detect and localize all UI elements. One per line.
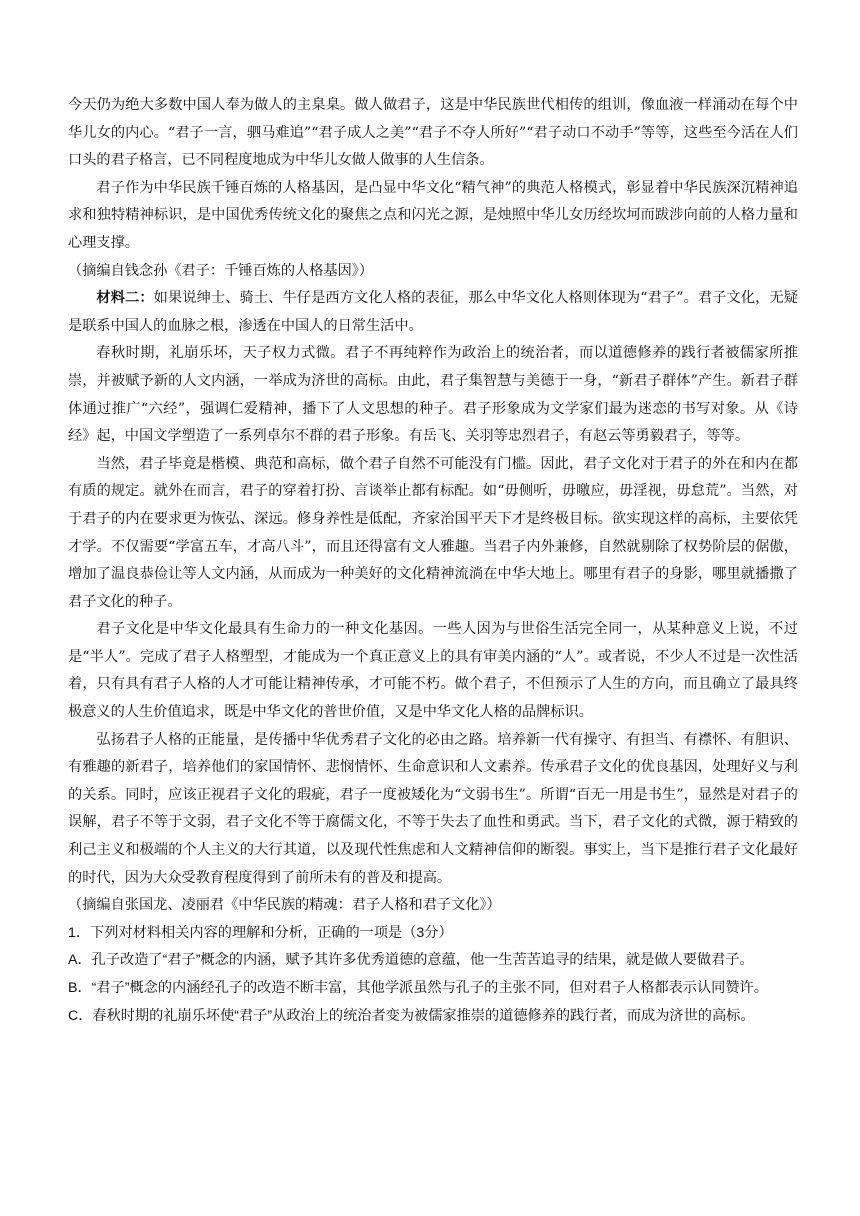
material2-source: （摘编自张国龙、凌丽君《中华民族的精魂：君子人格和君子文化》） xyxy=(68,897,501,914)
material2-paragraph-4: 君子文化是中华文化最具有生命力的一种文化基因。一些人因为与世俗生活完全同一，从某种意义上说，不过是“半人”。完成了君子人格塑型，才能成为一个真正意义上的具有审美内涵的“人”。或者说，不少人不过是一次性活着，只有具有君子人格的人才可能让精神传承，才可能不朽。做个君子，不但预示了人生的方向，而且确立了最具终极意义的人生价值追求，既是中华文化的普世价值，又是中华文化人格的品牌标识。 xyxy=(68,621,798,721)
material2-paragraph-1-text: 如果说绅士、骑士、牛仔是西方文化人格的表征，那么中华文化人格则体现为“君子”。君子文化，无疑是联系中国人的血脉之根，渗透在中国人的日常生活中。 xyxy=(68,290,798,334)
material1-source: （摘编自钱念孙《君子：千锤百炼的人格基因》） xyxy=(68,262,374,279)
question-1-stem: 1．下列对材料相关内容的理解和分析，正确的一项是（3分） xyxy=(68,924,453,941)
material2-paragraph-3: 当然，君子毕竟是楷模、典范和高标，做个君子自然不可能没有门槛。因此，君子文化对于君子的外在和内在都有质的规定。就外在而言，君子的穿着打扮、言谈举止都有标配。如“毋侧听，毋噭应，毋淫视，毋怠荒”。当然，对于君子的内在要求更为恢弘、深远。修身养性是低配，齐家治国平天下才是终极目标。欲实现这样的高标，主要依凭才学。不仅需要“学富五车，才高八斗”，而且还得富有文人雅趣。当君子内外兼修，自然就剔除了权势阶层的倨傲，增加了温良恭俭让等人文内涵，从而成为一种美好的文化精神流淌在中华大地上。哪里有君子的身影，哪里就播撒了君子文化的种子。 xyxy=(68,455,798,610)
question-1-option-b: B．“君子”概念的内涵经孔子的改造不断丰富，其他学派虽然与孔子的主张不同，但对君子人格都表示认同赞许。 xyxy=(68,980,768,996)
material2-paragraph-5: 弘扬君子人格的正能量，是传播中华优秀君子文化的必由之路。培养新一代有操守、有担当、有襟怀、有胆识、有雅趣的新君子，培养他们的家国情怀、悲悯情怀、生命意识和人文素养。传承君子文化的优良基因，处理好义与利的关系。同时，应该正视君子文化的瑕疵，君子一度被矮化为“文弱书生”。所谓“百无一用是书生”，显然是对君子的误解，君子不等于文弱，君子文化不等于腐儒文化，不等于失去了血性和勇武。当下，君子文化的式微，源于精致的利己主义和极端的个人主义的大行其道，以及现代性焦虑和人文精神信仰的断裂。事实上，当下是推行君子文化最好的时代，因为大众受教育程度得到了前所未有的普及和提高。 xyxy=(68,731,798,886)
question-1-option-c: C．春秋时期的礼崩乐坏使“君子”从政治上的统治者变为被儒家推崇的道德修养的践行者，而成为济世的高标。 xyxy=(68,1007,755,1024)
question-1-option-a: A．孔子改造了“君子”概念的内涵，赋予其许多优秀道德的意蕴，他一生苦苦追寻的结果，就是做人要做君子。 xyxy=(68,952,754,969)
material2-label: 材料二： xyxy=(96,290,154,307)
material2-paragraph-2: 春秋时期，礼崩乐坏，天子权力式微。君子不再纯粹作为政治上的统治者，而以道德修养的践行者被儒家所推崇，并被赋予新的人文内涵，一举成为济世的高标。由此，君子集智慧与美德于一身，“新君子群体”产生。新君子群体通过推广“六经”，强调仁爱精神，播下了人文思想的种子。君子形象成为文学家们最为迷恋的书写对象。从《诗经》起，中国文学塑造了一系列卓尔不群的君子形象。有岳飞、关羽等忠烈君子，有赵云等勇毅君子，等等。 xyxy=(68,345,798,445)
material2-paragraph-1 xyxy=(68,285,798,340)
material1-paragraph-2: 君子作为中华民族千锤百炼的人格基因，是凸显中华文化“精气神”的典范人格模式，彰显着中华民族深沉精神追求和独特精神标识，是中国优秀传统文化的聚焦之点和闪光之源，是烛照中华儿女历经坎坷而跋涉向前的人格力量和心理支撑。 xyxy=(68,179,798,251)
material1-paragraph-1: 今天仍为绝大多数中国人奉为做人的主臬臬。做人做君子，这是中华民族世代相传的组训，像血液一样涌动在每个中华儿女的内心。“君子一言，驷马难追”“君子成人之美”“君子不夺人所好”“君子动口不动手”等等，这些至今活在人们口头的君子格言，已不同程度地成为中华儿女做人做事的人生信条。 xyxy=(68,97,798,169)
